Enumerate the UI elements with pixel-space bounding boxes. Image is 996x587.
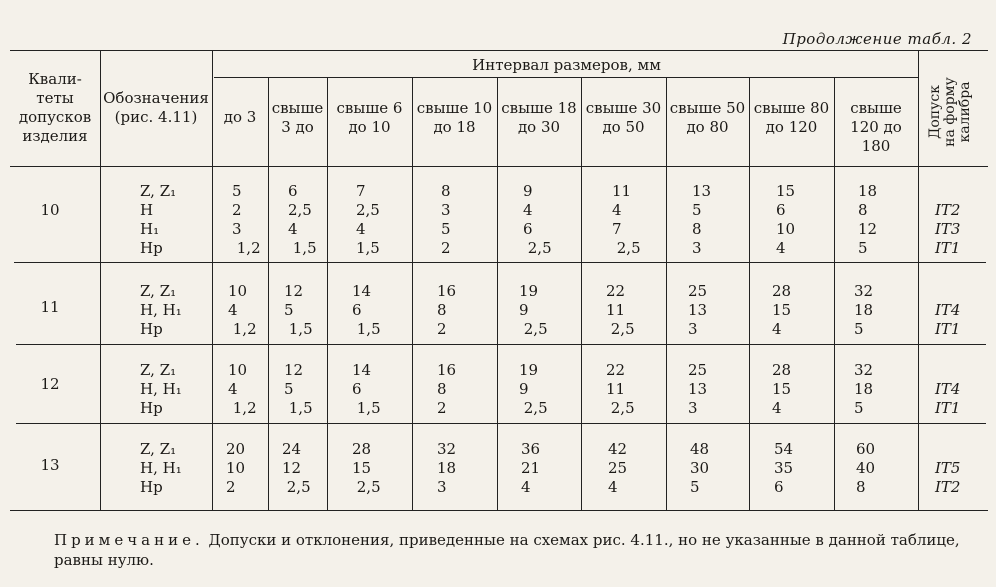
column-rule <box>327 77 328 510</box>
column-rule <box>412 77 413 510</box>
tolerance-cell: 25 13 3 <box>688 361 708 417</box>
tolerance-cell: 5 2 3 1,2 <box>232 182 261 257</box>
header-gauge-tolerance: Допуск на форму калибра <box>927 77 973 147</box>
tolerance-cell: 12 5 1,5 <box>284 361 313 417</box>
header-interval: Интервал размеров, мм <box>472 56 661 74</box>
column-rule <box>918 50 919 510</box>
designation-list: Z, Z₁ H, H₁ Hp <box>140 440 182 496</box>
tolerance-cell: 11 4 7 2,5 <box>612 182 641 257</box>
gauge-tolerance-cell: IT2 IT3 IT1 <box>935 201 961 257</box>
column-rule <box>666 77 667 510</box>
header-interval-col-2: свыше 3 до <box>271 99 324 136</box>
header-interval-col-4: свыше 10 до 18 <box>416 99 493 136</box>
header-quality: Квали- теты допусков изделия <box>18 70 92 145</box>
gauge-tolerance-cell: IT4 IT1 <box>935 380 961 417</box>
note-label: Примечание. <box>54 531 204 549</box>
tolerance-cell: 9 4 6 2,5 <box>523 182 552 257</box>
group-separator-1 <box>14 262 986 263</box>
column-rule <box>497 77 498 510</box>
tolerance-cell: 13 5 8 3 <box>692 182 712 257</box>
continuation-label: Продолжение табл. 2 <box>782 30 972 48</box>
table-top-rule <box>10 50 988 51</box>
gauge-tolerance-cell: IT4 IT1 <box>935 301 961 338</box>
tolerance-cell: 12 5 1,5 <box>284 282 313 338</box>
tolerance-cell: 10 4 1,2 <box>228 361 257 417</box>
tolerance-cell: 32 18 3 <box>437 440 457 496</box>
tolerance-cell: 32 18 5 <box>854 282 874 338</box>
tolerance-cell: 14 6 1,5 <box>352 361 381 417</box>
header-interval-col-3: свыше 6 до 10 <box>336 99 403 136</box>
tolerance-cell: 19 9 2,5 <box>519 282 548 338</box>
note-text: Допуски и отклонения, приведенные на схемах рис. 4.11., но не указанные в данной таблице, равны нулю. <box>54 531 960 569</box>
quality-value: 13 <box>40 456 60 474</box>
gauge-tolerance-cell: IT5 IT2 <box>935 459 961 496</box>
interval-header-rule <box>214 77 919 78</box>
column-rule <box>749 77 750 510</box>
table-note <box>54 530 984 570</box>
tolerance-cell: 7 2,5 4 1,5 <box>356 182 380 257</box>
designation-list: Z, Z₁ H, H₁ Hp <box>140 361 182 417</box>
tolerance-cell: 20 10 2 <box>226 440 246 496</box>
tolerance-cell: 36 21 4 <box>521 440 541 496</box>
tolerance-cell: 8 3 5 2 <box>441 182 451 257</box>
tolerance-cell: 22 11 2,5 <box>606 361 635 417</box>
quality-value: 10 <box>40 201 60 219</box>
tolerance-cell: 10 4 1,2 <box>228 282 257 338</box>
designation-list: Z, Z₁ H H₁ Hp <box>140 182 177 257</box>
header-interval-col-8: свыше 80 до 120 <box>753 99 830 136</box>
tolerance-cell: 14 6 1,5 <box>352 282 381 338</box>
tolerance-cell: 19 9 2,5 <box>519 361 548 417</box>
tolerance-cell: 28 15 4 <box>772 282 792 338</box>
designation-list: Z, Z₁ H, H₁ Hp <box>140 282 182 338</box>
group-separator-2 <box>16 344 986 345</box>
tolerance-cell: 16 8 2 <box>437 361 457 417</box>
header-designation: Обозначения (рис. 4.11) <box>103 89 209 126</box>
tolerance-cell: 54 35 6 <box>774 440 794 496</box>
column-rule <box>581 77 582 510</box>
table-bottom-rule <box>10 510 988 511</box>
quality-value: 11 <box>40 298 60 316</box>
header-interval-col-7: свыше 50 до 80 <box>669 99 746 136</box>
tolerance-cell: 15 6 10 4 <box>776 182 796 257</box>
tolerance-cell: 28 15 4 <box>772 361 792 417</box>
tolerance-cell: 60 40 8 <box>856 440 876 496</box>
tolerance-cell: 22 11 2,5 <box>606 282 635 338</box>
header-interval-col-9: свыше 120 до 180 <box>850 99 902 155</box>
tolerance-cell: 16 8 2 <box>437 282 457 338</box>
tolerance-cell: 24 12 2,5 <box>282 440 311 496</box>
tolerance-cell: 25 13 3 <box>688 282 708 338</box>
group-separator-3 <box>16 423 986 424</box>
header-bottom-rule <box>10 166 988 167</box>
quality-value: 12 <box>40 375 60 393</box>
tolerance-cell: 28 15 2,5 <box>352 440 381 496</box>
tolerance-cell: 32 18 5 <box>854 361 874 417</box>
tolerance-cell: 48 30 5 <box>690 440 710 496</box>
tolerance-cell: 18 8 12 5 <box>858 182 878 257</box>
column-rule <box>268 77 269 510</box>
tolerance-cell: 42 25 4 <box>608 440 628 496</box>
tolerance-cell: 6 2,5 4 1,5 <box>288 182 317 257</box>
header-interval-col-5: свыше 18 до 30 <box>501 99 577 136</box>
header-interval-col-6: свыше 30 до 50 <box>585 99 662 136</box>
header-interval-col-1: до 3 <box>223 108 257 126</box>
